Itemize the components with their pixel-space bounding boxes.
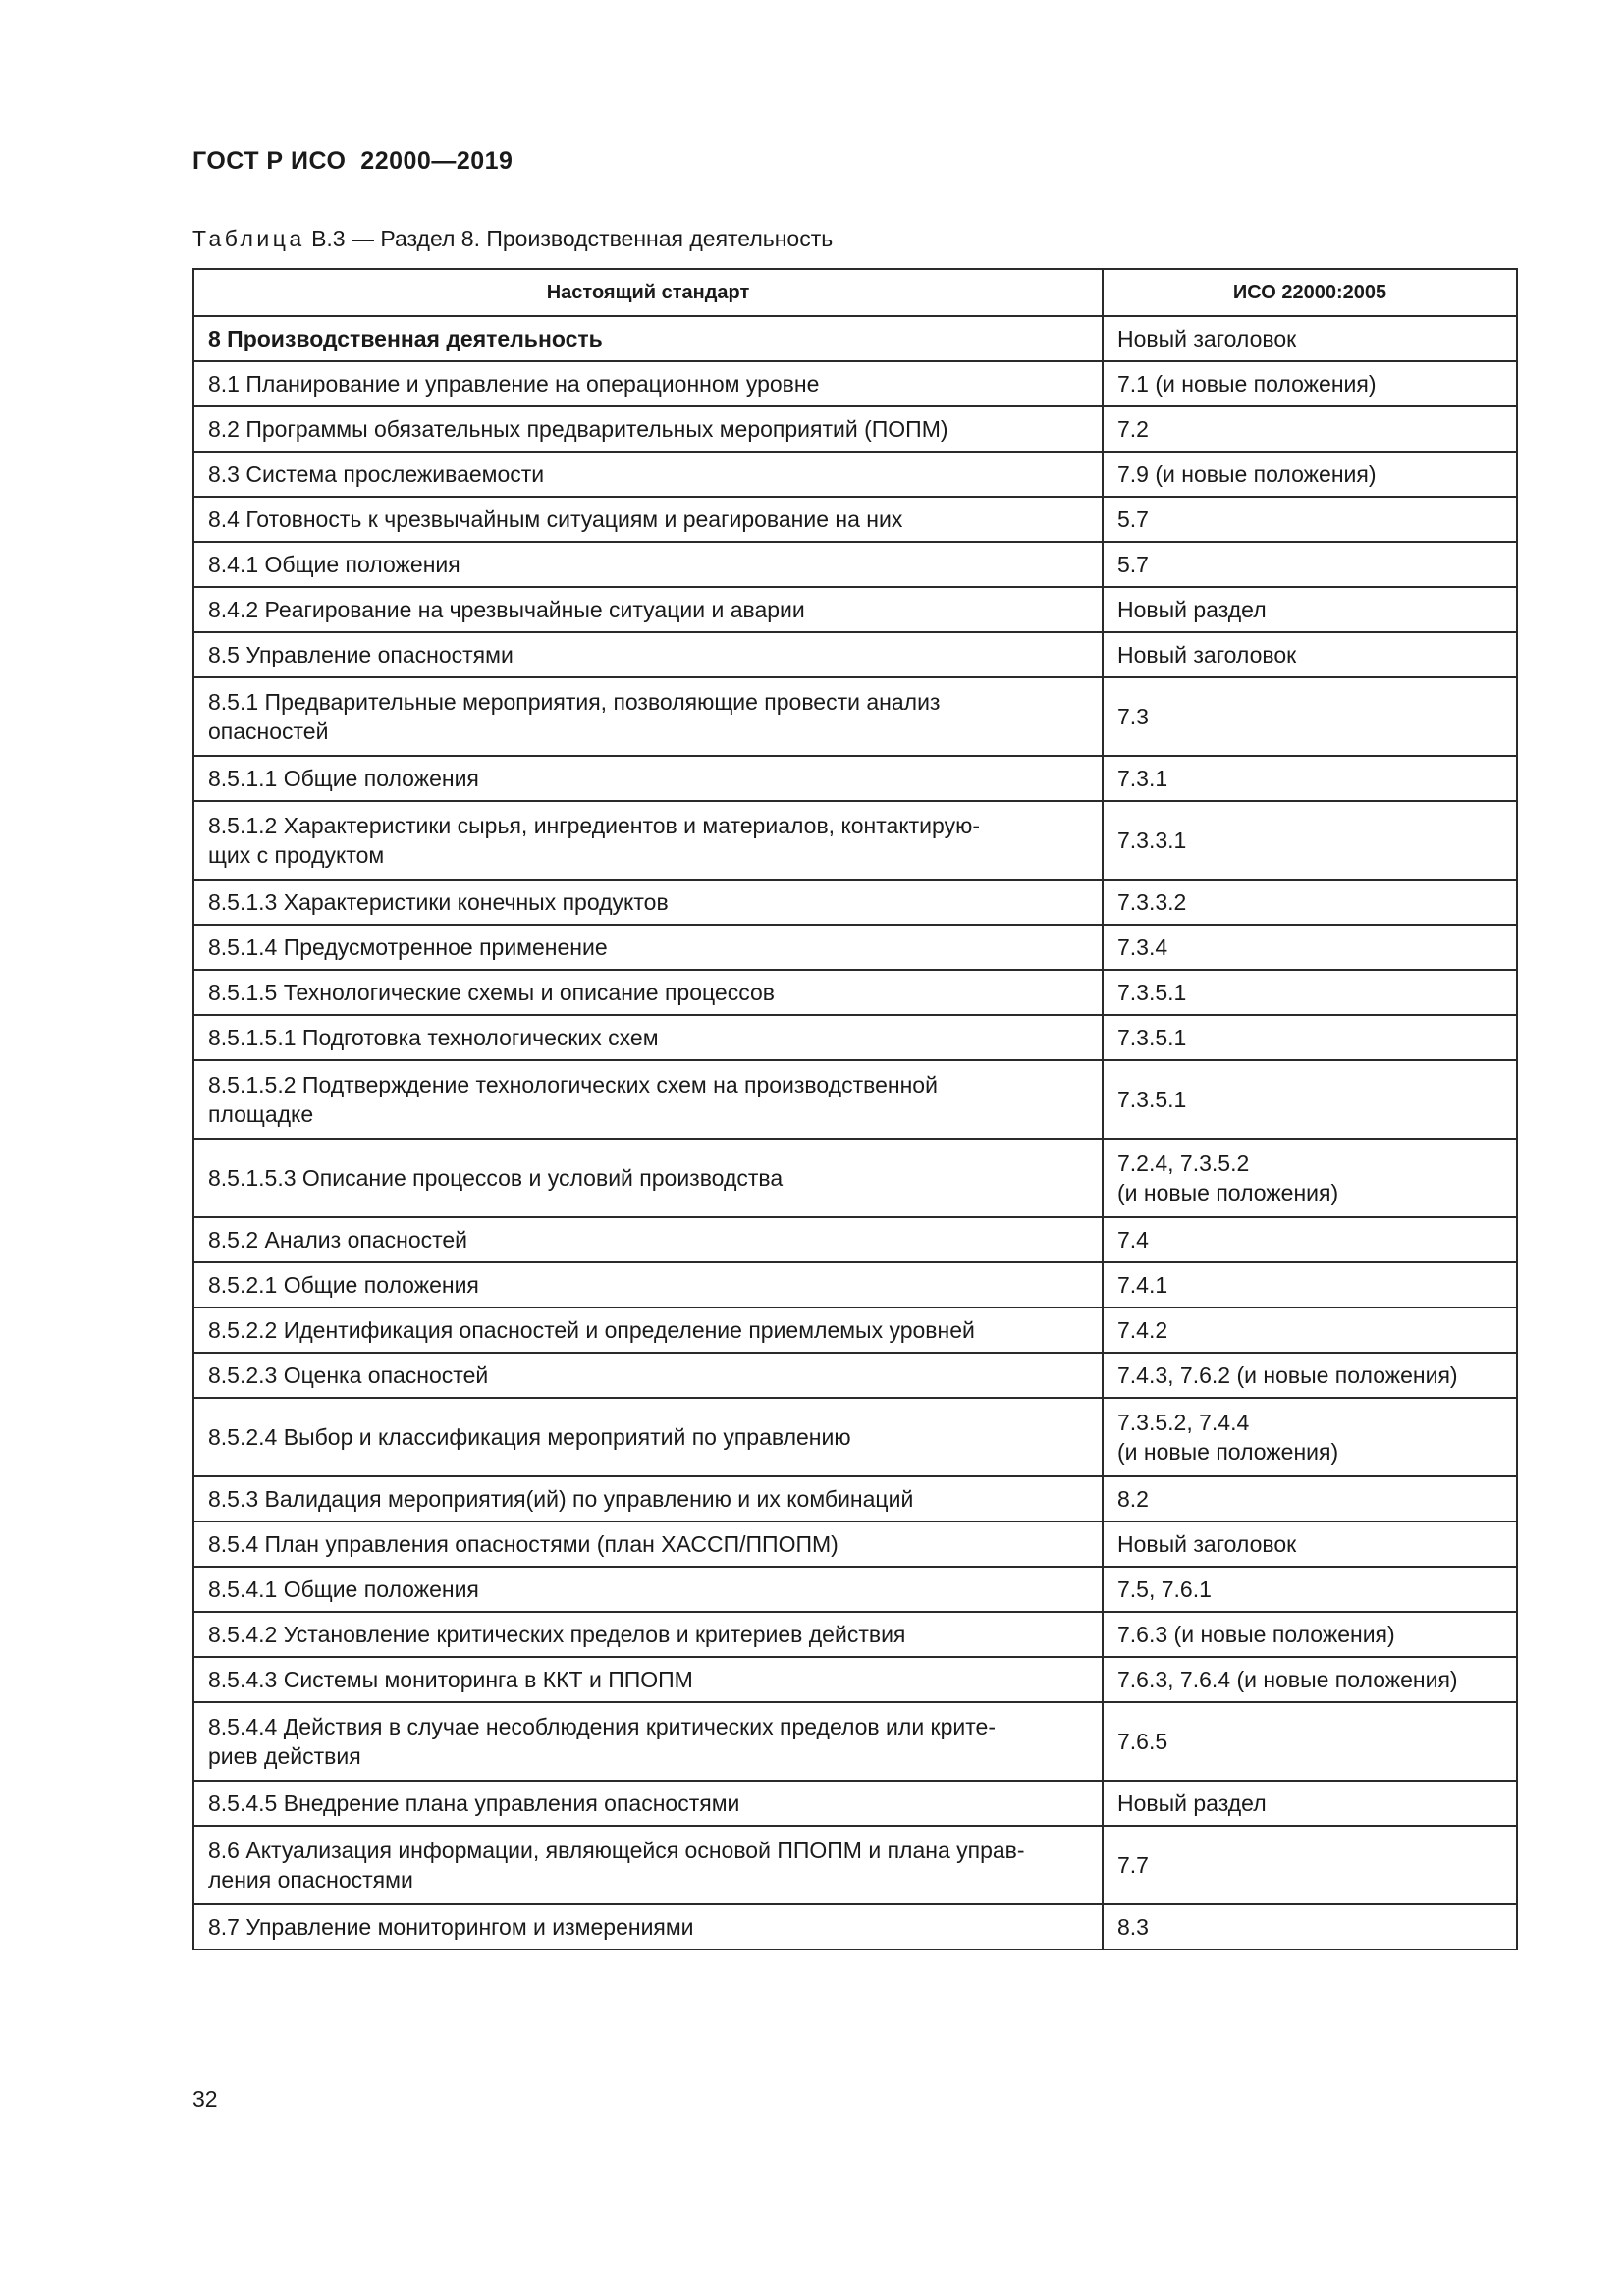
cell-iso-2005 [1103, 1781, 1517, 1826]
clause-text: 8.5.4 План управления опасностями (план ХАССП/ППОПМ) [208, 1531, 839, 1557]
table-header-row [193, 269, 1517, 316]
clause-text: 8.5.1.5 Технологические схемы и описание процессов [208, 980, 775, 1005]
table-row [193, 452, 1517, 497]
cell-iso-2005 [1103, 542, 1517, 587]
cell-iso-2005 [1103, 316, 1517, 361]
clause-text: 8 Производственная деятельность [208, 326, 603, 351]
cell-current-standard [193, 1015, 1103, 1060]
cell-current-standard [193, 1826, 1103, 1904]
table-row [193, 1781, 1517, 1826]
column-header-current-standard: Настоящий стандарт [193, 269, 1103, 316]
clause-text: 8.5.4.1 Общие положения [208, 1576, 479, 1602]
cell-current-standard [193, 632, 1103, 677]
table-row [193, 925, 1517, 970]
clause-text: 8.5.4.3 Системы мониторинга в ККТ и ППОПМ [208, 1667, 693, 1692]
clause-text: 8.5.2 Анализ опасностей [208, 1227, 468, 1253]
cell-iso-2005 [1103, 587, 1517, 632]
table-row [193, 1308, 1517, 1353]
cell-iso-2005 [1103, 1308, 1517, 1353]
cell-current-standard [193, 1781, 1103, 1826]
clause-text: 8.5.1.5.3 Описание процессов и условий производства [208, 1165, 784, 1191]
clause-text: 8.4.2 Реагирование на чрезвычайные ситуации и аварии [208, 597, 805, 622]
clause-reference: 7.3 [1117, 704, 1149, 729]
clause-reference: 7.4 [1117, 1227, 1149, 1253]
cell-current-standard [193, 1217, 1103, 1262]
column-header-iso-2005: ИСО 22000:2005 [1103, 269, 1517, 316]
cell-current-standard [193, 587, 1103, 632]
cell-iso-2005 [1103, 925, 1517, 970]
cell-current-standard [193, 1262, 1103, 1308]
clause-text: 8.5.1.5.2 Подтверждение технологических схем на производственной площадке [208, 1072, 938, 1127]
clause-reference: 7.6.3, 7.6.4 (и новые положения) [1117, 1667, 1458, 1692]
table-body [193, 316, 1517, 1949]
cell-current-standard [193, 925, 1103, 970]
page-number: 32 [192, 2086, 218, 2111]
cell-current-standard [193, 1060, 1103, 1139]
cell-iso-2005 [1103, 1398, 1517, 1476]
clause-reference: 5.7 [1117, 507, 1149, 532]
cell-iso-2005 [1103, 1015, 1517, 1060]
table-row [193, 1702, 1517, 1781]
table-row [193, 1657, 1517, 1702]
cell-iso-2005 [1103, 361, 1517, 406]
clause-reference: 7.9 (и новые положения) [1117, 461, 1377, 487]
table-row [193, 801, 1517, 880]
cell-iso-2005 [1103, 1904, 1517, 1949]
cell-iso-2005 [1103, 677, 1517, 756]
table-row [193, 316, 1517, 361]
table-row [193, 880, 1517, 925]
clause-reference: 7.3.5.1 [1117, 1025, 1187, 1050]
cell-current-standard [193, 1476, 1103, 1522]
table-row [193, 677, 1517, 756]
cell-iso-2005 [1103, 632, 1517, 677]
cell-iso-2005 [1103, 756, 1517, 801]
clause-reference: 7.1 (и новые положения) [1117, 371, 1377, 397]
clause-text: 8.5.1.4 Предусмотренное применение [208, 934, 608, 960]
table-row [193, 970, 1517, 1015]
cell-current-standard [193, 497, 1103, 542]
cell-current-standard [193, 1657, 1103, 1702]
table-row [193, 1612, 1517, 1657]
cell-iso-2005 [1103, 1567, 1517, 1612]
table-row [193, 1217, 1517, 1262]
cell-current-standard [193, 1904, 1103, 1949]
clause-text: 8.6 Актуализация информации, являющейся основой ППОПМ и плана управ- ления опасностями [208, 1838, 1025, 1893]
clause-text: 8.5.1.2 Характеристики сырья, ингредиентов и материалов, контактирую- щих с продуктом [208, 813, 980, 868]
clause-text: 8.5 Управление опасностями [208, 642, 514, 667]
table-row [193, 1567, 1517, 1612]
cell-iso-2005 [1103, 452, 1517, 497]
clause-reference: 7.3.4 [1117, 934, 1168, 960]
table-row [193, 1262, 1517, 1308]
cell-iso-2005 [1103, 1217, 1517, 1262]
cell-current-standard [193, 677, 1103, 756]
cell-current-standard [193, 316, 1103, 361]
clause-text: 8.5.4.4 Действия в случае несоблюдения критических пределов или крите- риев действия [208, 1714, 996, 1769]
clause-text: 8.3 Система прослеживаемости [208, 461, 545, 487]
clause-reference: 7.6.3 (и новые положения) [1117, 1622, 1395, 1647]
table-row [193, 632, 1517, 677]
table-row [193, 542, 1517, 587]
clause-text: 8.5.1.1 Общие положения [208, 766, 479, 791]
clause-reference: 7.3.5.1 [1117, 980, 1187, 1005]
clause-text: 8.5.2.3 Оценка опасностей [208, 1362, 489, 1388]
cell-iso-2005 [1103, 1139, 1517, 1217]
clause-text: 8.5.2.4 Выбор и классификация мероприятий по управлению [208, 1424, 851, 1450]
cell-current-standard [193, 1353, 1103, 1398]
cell-current-standard [193, 1702, 1103, 1781]
cell-current-standard [193, 452, 1103, 497]
table-row [193, 1015, 1517, 1060]
cell-iso-2005 [1103, 1060, 1517, 1139]
table-row [193, 406, 1517, 452]
clause-text: 8.4.1 Общие положения [208, 552, 460, 577]
correspondence-table [192, 268, 1518, 1950]
table-caption [192, 226, 833, 252]
clause-reference: 7.3.5.1 [1117, 1087, 1187, 1112]
clause-text: 8.1 Планирование и управление на операционном уровне [208, 371, 820, 397]
clause-reference: 7.3.3.1 [1117, 828, 1187, 853]
table-row [193, 361, 1517, 406]
clause-text: 8.5.1 Предварительные мероприятия, позволяющие провести анализ опасностей [208, 689, 941, 744]
clause-reference: 7.3.5.2, 7.4.4 (и новые положения) [1117, 1410, 1339, 1465]
cell-current-standard [193, 756, 1103, 801]
table-row [193, 756, 1517, 801]
clause-reference: Новый раздел [1117, 597, 1267, 622]
clause-reference: Новый заголовок [1117, 326, 1297, 351]
cell-current-standard [193, 361, 1103, 406]
clause-reference: 7.5, 7.6.1 [1117, 1576, 1212, 1602]
cell-current-standard [193, 880, 1103, 925]
table-row [193, 1826, 1517, 1904]
clause-reference: 7.2 [1117, 416, 1149, 442]
cell-iso-2005 [1103, 497, 1517, 542]
cell-iso-2005 [1103, 1262, 1517, 1308]
clause-text: 8.5.4.5 Внедрение плана управления опасностями [208, 1790, 740, 1816]
cell-iso-2005 [1103, 1353, 1517, 1398]
table-row [193, 1353, 1517, 1398]
cell-iso-2005 [1103, 1826, 1517, 1904]
cell-iso-2005 [1103, 970, 1517, 1015]
clause-reference: 7.7 [1117, 1852, 1149, 1878]
cell-current-standard [193, 406, 1103, 452]
cell-iso-2005 [1103, 880, 1517, 925]
cell-current-standard [193, 801, 1103, 880]
table-row [193, 497, 1517, 542]
cell-current-standard [193, 1612, 1103, 1657]
clause-reference: 8.2 [1117, 1486, 1149, 1512]
clause-reference: 7.4.3, 7.6.2 (и новые положения) [1117, 1362, 1458, 1388]
clause-reference: 7.3.1 [1117, 766, 1168, 791]
table-row [193, 1904, 1517, 1949]
clause-text: 8.5.1.3 Характеристики конечных продуктов [208, 889, 669, 915]
clause-reference: 5.7 [1117, 552, 1149, 577]
clause-reference: Новый раздел [1117, 1790, 1267, 1816]
cell-current-standard [193, 1522, 1103, 1567]
cell-iso-2005 [1103, 1522, 1517, 1567]
clause-reference: 8.3 [1117, 1914, 1149, 1940]
cell-iso-2005 [1103, 1702, 1517, 1781]
clause-text: 8.5.2.1 Общие положения [208, 1272, 479, 1298]
cell-iso-2005 [1103, 1612, 1517, 1657]
clause-reference: 7.3.3.2 [1117, 889, 1187, 915]
clause-reference: Новый заголовок [1117, 1531, 1297, 1557]
correspondence-table-wrapper [192, 268, 1516, 1950]
table-row [193, 1398, 1517, 1476]
clause-reference: 7.4.1 [1117, 1272, 1168, 1298]
clause-text: 8.5.1.5.1 Подготовка технологических схем [208, 1025, 659, 1050]
cell-iso-2005 [1103, 406, 1517, 452]
table-row [193, 1060, 1517, 1139]
cell-iso-2005 [1103, 1476, 1517, 1522]
clause-text: 8.5.4.2 Установление критических пределов и критериев действия [208, 1622, 906, 1647]
cell-current-standard [193, 542, 1103, 587]
table-row [193, 1139, 1517, 1217]
clause-reference: 7.4.2 [1117, 1317, 1168, 1343]
clause-reference: 7.2.4, 7.3.5.2 (и новые положения) [1117, 1150, 1339, 1205]
cell-iso-2005 [1103, 1657, 1517, 1702]
clause-text: 8.7 Управление мониторингом и измерениями [208, 1914, 694, 1940]
table-caption-text: В.3 — Раздел 8. Производственная деятельность [304, 226, 834, 251]
clause-text: 8.5.3 Валидация мероприятия(ий) по управлению и их комбинаций [208, 1486, 914, 1512]
cell-current-standard [193, 1139, 1103, 1217]
table-row [193, 1476, 1517, 1522]
cell-current-standard [193, 1308, 1103, 1353]
clause-reference: 7.6.5 [1117, 1729, 1168, 1754]
table-row [193, 587, 1517, 632]
table-caption-label: Таблица [192, 226, 305, 251]
clause-reference: Новый заголовок [1117, 642, 1297, 667]
cell-current-standard [193, 970, 1103, 1015]
clause-text: 8.5.2.2 Идентификация опасностей и определение приемлемых уровней [208, 1317, 975, 1343]
document-header: ГОСТ Р ИСО 22000—2019 [192, 147, 514, 175]
cell-iso-2005 [1103, 801, 1517, 880]
cell-current-standard [193, 1567, 1103, 1612]
table-row [193, 1522, 1517, 1567]
clause-text: 8.4 Готовность к чрезвычайным ситуациям и реагирование на них [208, 507, 903, 532]
cell-current-standard [193, 1398, 1103, 1476]
clause-text: 8.2 Программы обязательных предварительных мероприятий (ПОПМ) [208, 416, 948, 442]
